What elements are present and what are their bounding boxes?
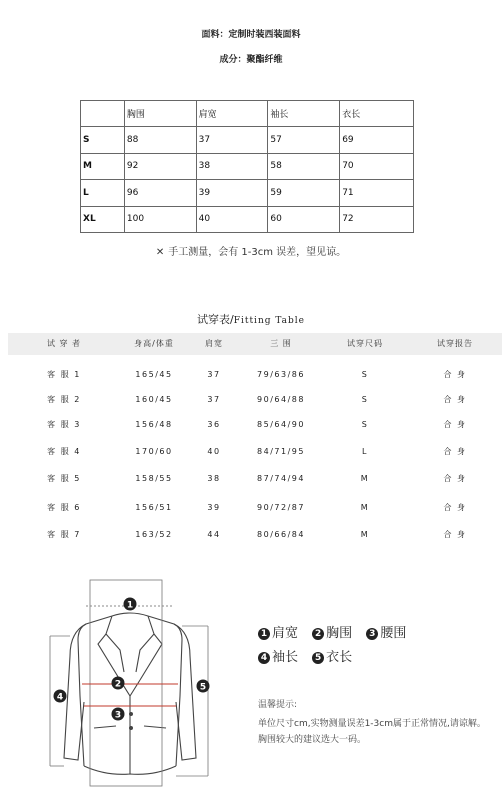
fitting-title-en: Fitting Table [233, 316, 305, 326]
fitting-title-sep: / [229, 313, 234, 326]
legend-item-sleeve [258, 650, 298, 665]
fitting-table-header [8, 333, 502, 355]
fitting-header-cell: 试穿尺码 [347, 339, 383, 348]
size-table-row [81, 180, 414, 206]
fitting-cell: 客 服 2 [47, 395, 81, 404]
size-header-cell: 袖长 [268, 101, 340, 127]
size-cell: 100 [124, 206, 196, 232]
legend-item-waist [366, 626, 406, 641]
size-header-cell [81, 101, 125, 127]
fitting-table-row [8, 524, 502, 546]
fitting-cell: 合 身 [443, 420, 467, 429]
size-table [80, 100, 414, 233]
size-header-cell: 衣长 [340, 101, 414, 127]
fitting-cell: 163/52 [135, 530, 173, 539]
fitting-cell: 90/64/88 [257, 395, 305, 404]
fitting-cell: 客 服 1 [47, 370, 81, 379]
fitting-cell: 156/51 [135, 503, 173, 512]
composition-label: 成分：聚酯纤维 [219, 55, 283, 65]
size-cell: 71 [340, 180, 414, 206]
fitting-cell: 84/71/95 [257, 447, 305, 456]
legend-label: 肩宽 [272, 626, 299, 641]
fitting-cell: 165/45 [135, 370, 173, 379]
fitting-header-cell: 肩宽 [205, 339, 223, 348]
fitting-cell: 160/45 [135, 395, 173, 404]
fitting-cell: S [361, 395, 369, 404]
cross-pattern-icon: ✕ [155, 247, 165, 258]
svg-text:4: 4 [56, 692, 64, 703]
svg-text:1: 1 [126, 600, 134, 611]
fitting-cell: 合 身 [443, 395, 467, 404]
marker-4 [54, 690, 67, 703]
size-cell: 69 [340, 127, 414, 153]
size-cell: XL [81, 206, 125, 232]
fitting-header-cell: 身高/体重 [134, 339, 174, 348]
size-table-row [81, 127, 414, 153]
jacket-measurement-diagram [40, 576, 240, 796]
fitting-cell: 80/66/84 [257, 530, 305, 539]
marker-5 [197, 680, 210, 693]
fitting-cell: 39 [207, 503, 221, 512]
size-cell: S [81, 127, 125, 153]
fitting-cell: 79/63/86 [257, 370, 305, 379]
size-cell: 37 [196, 127, 268, 153]
svg-text:5: 5 [199, 682, 207, 693]
fitting-cell: 客 服 6 [47, 503, 81, 512]
size-table-row [81, 206, 414, 232]
fitting-cell: 客 服 5 [47, 474, 81, 483]
legend-number: 4 [258, 652, 270, 664]
fitting-cell: 44 [207, 530, 221, 539]
fitting-cell: 合 身 [443, 530, 467, 539]
size-cell: 38 [196, 153, 268, 179]
size-cell: 40 [196, 206, 268, 232]
fitting-table-row [8, 364, 502, 386]
fitting-cell: 37 [207, 395, 221, 404]
size-cell: 88 [124, 127, 196, 153]
fitting-cell: 158/55 [135, 474, 173, 483]
fabric-label: 面料：定制时装西装面料 [201, 30, 301, 40]
size-table-header-row [81, 101, 414, 127]
marker-2 [112, 677, 125, 690]
size-table-row [81, 153, 414, 179]
fitting-cell: 90/72/87 [257, 503, 305, 512]
fitting-table-row [8, 414, 502, 436]
fitting-cell: 85/64/90 [257, 420, 305, 429]
fitting-cell: S [361, 420, 369, 429]
svg-text:3: 3 [114, 710, 122, 721]
fitting-cell: 156/48 [135, 420, 173, 429]
marker-1 [124, 598, 137, 611]
fitting-title-cn: 试穿表 [196, 313, 230, 326]
tips-text: 单位尺寸cm,实物测量误差1-3cm属于正常情况,请谅解。胸围较大的建议选大一码。 [258, 719, 486, 745]
size-cell: 92 [124, 153, 196, 179]
legend-label: 衣长 [326, 650, 353, 665]
fitting-cell: 客 服 3 [47, 420, 81, 429]
fitting-cell: 合 身 [443, 447, 467, 456]
legend-label: 胸围 [326, 626, 353, 641]
fitting-cell: 40 [207, 447, 221, 456]
legend-label: 腰围 [380, 626, 407, 641]
size-cell: 60 [268, 206, 340, 232]
fitting-cell: 37 [207, 370, 221, 379]
size-cell: 70 [340, 153, 414, 179]
fitting-cell: 客 服 4 [47, 447, 81, 456]
legend-number: 1 [258, 628, 270, 640]
legend-number: 2 [312, 628, 324, 640]
legend-number: 5 [312, 652, 324, 664]
fitting-cell: 87/74/94 [257, 474, 305, 483]
svg-text:2: 2 [114, 679, 122, 690]
size-header-cell: 肩宽 [196, 101, 268, 127]
size-cell: L [81, 180, 125, 206]
size-cell: 58 [268, 153, 340, 179]
size-cell: 57 [268, 127, 340, 153]
fitting-header-cell: 试穿报告 [437, 339, 473, 348]
fitting-cell: 36 [207, 420, 221, 429]
legend-item-length [312, 650, 352, 665]
fitting-cell: 合 身 [443, 370, 467, 379]
fitting-table-row [8, 389, 502, 411]
legend-number: 3 [366, 628, 378, 640]
size-cell: 96 [124, 180, 196, 206]
fitting-cell: S [361, 370, 369, 379]
fitting-header-cell: 试 穿 者 [46, 339, 82, 348]
legend-item-shoulder [258, 626, 298, 641]
fitting-cell: L [362, 447, 368, 456]
fitting-table-row [8, 441, 502, 463]
fitting-header-cell: 三 围 [270, 339, 292, 348]
size-cell: 39 [196, 180, 268, 206]
fitting-cell: 合 身 [443, 503, 467, 512]
measurement-legend-row-2 [258, 646, 362, 665]
fitting-cell: 客 服 7 [47, 530, 81, 539]
fitting-cell: 170/60 [135, 447, 173, 456]
legend-item-chest [312, 626, 352, 641]
measurement-note [0, 243, 502, 258]
fitting-table-title [0, 311, 502, 327]
measurement-legend-row-1 [258, 622, 416, 641]
size-cell: 59 [268, 180, 340, 206]
fitting-cell: 38 [207, 474, 221, 483]
legend-label: 袖长 [272, 650, 299, 665]
size-cell: 72 [340, 206, 414, 232]
fitting-cell: M [360, 530, 370, 539]
note-text: 手工测量，会有 1-3cm 误差，望见谅。 [168, 247, 347, 258]
fitting-cell: M [360, 503, 370, 512]
size-cell: M [81, 153, 125, 179]
marker-3 [112, 708, 125, 721]
fitting-cell: M [360, 474, 370, 483]
fitting-table-row [8, 497, 502, 519]
fitting-table-row [8, 468, 502, 490]
fitting-cell: 合 身 [443, 474, 467, 483]
size-header-cell: 胸围 [124, 101, 196, 127]
tips-title: 温馨提示: [258, 700, 298, 710]
